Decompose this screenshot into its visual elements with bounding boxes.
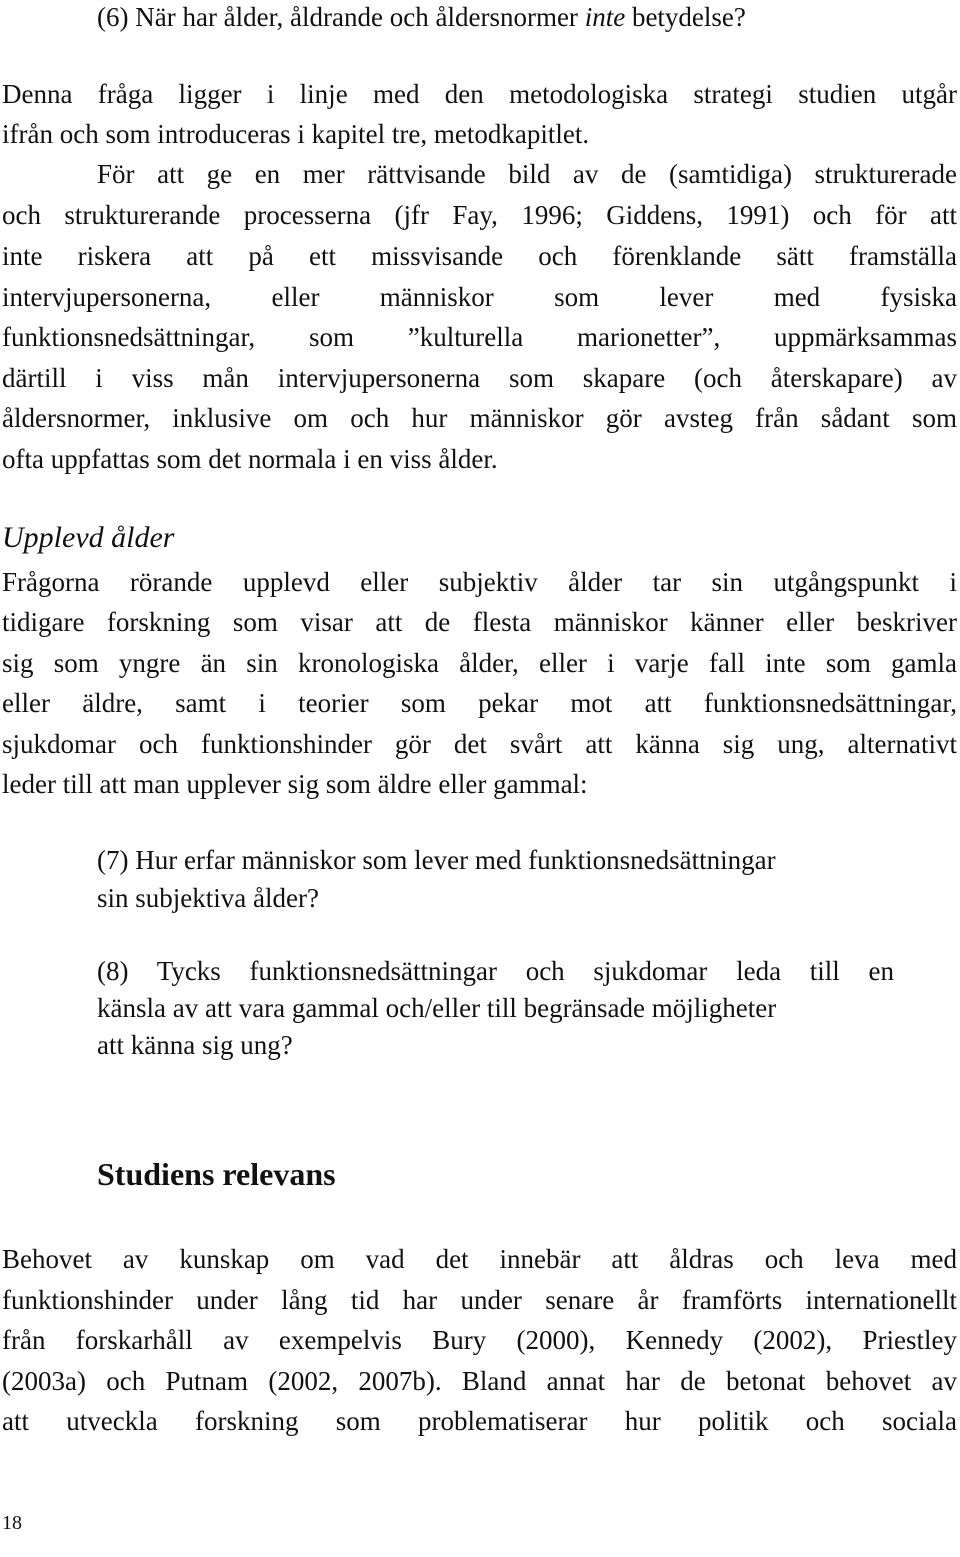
paragraph-2-line: och strukturerande processerna (jfr Fay, 1996; Giddens, 1991) och för att	[2, 200, 957, 230]
paragraph-4-line: att utveckla forskning som problematiserar hur politik och sociala	[2, 1406, 957, 1436]
section-heading-upplevd-alder: Upplevd ålder	[2, 521, 175, 554]
paragraph-2-line: ofta uppfattas som det normala i en viss ålder.	[2, 444, 498, 474]
paragraph-2-line: inte riskera att på ett missvisande och förenklande sätt framställa	[2, 241, 957, 271]
paragraph-3-line: Frågorna rörande upplevd eller subjektiv ålder tar sin utgångspunkt i	[2, 567, 957, 597]
question-6	[97, 0, 894, 34]
paragraph-3-line: leder till att man upplever sig som äldre eller gammal:	[2, 769, 588, 799]
paragraph-1-line: Denna fråga ligger i linje med den metodologiska strategi studien utgår	[2, 79, 957, 109]
question-7-line: (7) Hur erfar människor som lever med funktionsnedsättningar	[97, 845, 776, 875]
section-heading-studiens-relevans: Studiens relevans	[97, 1156, 336, 1192]
question-6-suffix: betydelse?	[625, 2, 746, 32]
paragraph-4-line: funktionshinder under lång tid har under senare år framförts internationellt	[2, 1285, 957, 1315]
paragraph-2-line: För att ge en mer rättvisande bild av de (samtidiga) strukturerade	[97, 159, 957, 189]
question-8-line: (8) Tycks funktionsnedsättningar och sjukdomar leda till en	[97, 956, 894, 986]
paragraph-3-line: tidigare forskning som visar att de flesta människor känner eller beskriver	[2, 607, 957, 637]
question-6-emphasis: inte	[584, 2, 626, 32]
paragraph-3-line: sjukdomar och funktionshinder gör det svårt att känna sig ung, alternativt	[2, 729, 957, 759]
paragraph-2-line: intervjupersonerna, eller människor som lever med fysiska	[2, 282, 957, 312]
paragraph-1-line: ifrån och som introduceras i kapitel tre, metodkapitlet.	[2, 119, 590, 149]
paragraph-4-line: Behovet av kunskap om vad det innebär att åldras och leva med	[2, 1244, 957, 1274]
question-8-line: att känna sig ung?	[97, 1030, 293, 1060]
paragraph-2-line: funktionsnedsättningar, som ”kulturella marionetter”, uppmärksammas	[2, 322, 957, 352]
paragraph-4-line: från forskarhåll av exempelvis Bury (2000), Kennedy (2002), Priestley	[2, 1325, 957, 1355]
paragraph-2-line: därtill i viss mån intervjupersonerna som skapare (och återskapare) av	[2, 363, 957, 393]
paragraph-2-line: åldersnormer, inklusive om och hur människor gör avsteg från sådant som	[2, 403, 957, 433]
question-8-line: känsla av att vara gammal och/eller till begränsade möjligheter	[97, 993, 777, 1023]
paragraph-3-line: sig som yngre än sin kronologiska ålder, eller i varje fall inte som gamla	[2, 648, 957, 678]
page-number: 18	[2, 1512, 22, 1534]
paragraph-3-line: eller äldre, samt i teorier som pekar mot att funktionsnedsättningar,	[2, 688, 957, 718]
paragraph-4-line: (2003a) och Putnam (2002, 2007b). Bland annat har de betonat behovet av	[2, 1366, 957, 1396]
question-7-line: sin subjektiva ålder?	[97, 883, 319, 913]
question-6-text: (6) När har ålder, åldrande och åldersnormer	[97, 2, 585, 32]
